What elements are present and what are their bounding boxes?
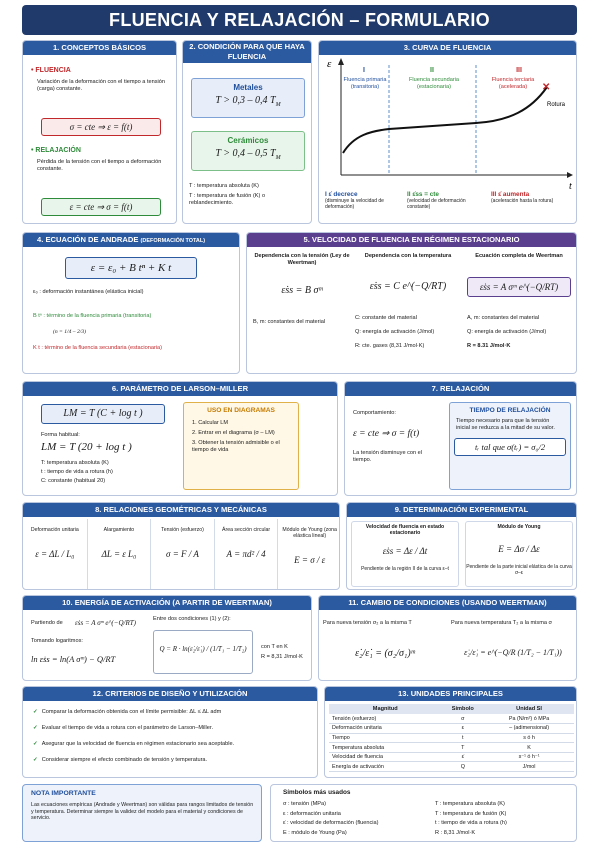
col3-note-2: Q: energía de activación (J/mol) [467,329,547,335]
legend-3-head: III ε̇ aumenta [491,191,530,198]
check-icon: ✓ [33,709,38,715]
symbol-item: ε : deformación unitaria [283,810,341,817]
creep-curve [343,87,547,153]
note-temperature: T : temperatura absoluta (K) [189,183,259,189]
relation-header: Módulo de Young (zona elástica lineal) [282,527,337,539]
section-curva [318,40,577,224]
exp-young-box [465,521,573,587]
units-cell: s ó h [484,733,574,743]
uso-header: USO EN DIAGRAMAS [207,407,275,414]
symbol-item: σ : tensión (MPa) [283,801,326,807]
relax-equation: ε = cte ⇒ σ = f(t) [353,429,420,439]
uso-step-1: 1. Calcular LM [192,420,229,426]
metales-label: Metales [233,83,263,92]
page-title: FLUENCIA Y RELAJACIÓN – FORMULARIO [22,5,577,35]
relax-time-text: Tiempo necesario para que la tensión inicial se reduzca a la mitad de su valor. [456,418,555,431]
exp-velocity-equation: ε̇ss = Δε / Δt [382,546,428,556]
section-relajacion [344,381,577,496]
relajacion-text: Pérdida de la tensión con el tiempo a deformación constante. [37,159,162,172]
symbols-header: Símbolos más usados [283,789,351,796]
symbol-item: R : 8,31 J/mol·K [435,829,476,836]
section-header: 2. CONDICIÓN PARA QUE HAYA FLUENCIA [183,41,311,63]
ceramicos-equation: T > 0,4 – 0,5 T [215,148,276,159]
energy-q-equation: Q = R · ln(ε̇₂/ε̇₁) / (1/T₁ − 1/T₂) [153,630,253,674]
lm-note-1: T: temperatura absoluta (K) [41,460,109,466]
rupture-label: Rotura [546,102,566,108]
criteria-item [33,709,313,716]
col3-note-1: A, m: constantes del material [467,315,540,321]
relation-equation: A = πd² / 4 [226,549,266,559]
relation-header: Tensión (esfuerzo) [161,527,204,533]
energy-log-equation: ln ε̇ss = ln(A σᵐ) − Q/RT [31,654,116,664]
stage-3: III [516,67,522,74]
col2-note-1: C: constante del material [355,315,417,321]
section-header: 1. CONCEPTOS BÁSICOS [23,41,176,55]
term-primary: B tⁿ : término de la fluencia primaria (transitoria) [33,313,152,319]
units-cell: σ [441,714,484,724]
section-header: 5. VELOCIDAD DE FLUENCIA EN RÉGIMEN ESTACIONARIO [247,233,576,247]
section-velocidad [246,232,577,374]
col-header: Símbolo [441,704,484,714]
units-row [329,762,574,772]
term-instantaneous: ε₀ : deformación instantánea (elástica inicial) [33,289,144,295]
uso-step-3: 3. Obtener la tensión admisible o el tiempo de vida [192,440,280,453]
col1-note: B, m: constantes del material [253,319,326,325]
units-cell: Energía de activación [329,762,441,772]
exp-young-note: Pendiente de la parte inicial elástica de la curva σ–ε [466,564,572,576]
change-stress-label: Para nueva tensión σ₂ a la misma T [323,620,412,626]
relation-cell [277,519,340,589]
symbol-item: T : temperatura de fusión (K) [435,810,507,817]
col2-equation: ε̇ss = C e^(−Q/RT) [369,281,447,292]
units-cell: Tensión (esfuerzo) [329,714,441,724]
stage-2: II [430,67,434,74]
energy-note-r: R = 8,31 J/mol·K [261,654,303,660]
criteria-item [33,741,313,748]
relation-equation: ε = ΔL / L₀ [35,549,75,559]
units-row [329,714,574,724]
relation-cell [23,519,87,589]
note-fusion: T : temperatura de fusión (K) o reblandecimiento. [189,193,266,206]
stage-1-name: Fluencia primaria (transitoria) [343,77,387,90]
relax-text: La tensión disminuye con el tiempo. [353,450,423,463]
section-header: 13. UNIDADES PRINCIPALES [325,687,576,701]
symbols-box [270,784,577,842]
fluencia-equation: σ = cte ⇒ ε = f(t) [41,118,161,136]
criteria-text: Considerar siempre el efecto combinado de tensión y temperatura. [41,757,208,763]
col2-note-3: R: cte. gases (8,31 J/mol·K) [355,343,425,349]
exp-young-header: Módulo de Young [497,524,541,530]
y-arrow [338,58,344,65]
uso-step-2: 2. Entrar en el diagrama (σ – LM) [192,430,275,436]
units-cell: J/mol [484,762,574,772]
relation-header: Deformación unitaria [30,527,79,533]
note-header: NOTA IMPORTANTE [31,790,96,797]
units-row [329,752,574,762]
units-cell: Velocidad de fluencia [329,752,441,762]
term-secondary: K t : término de la fluencia secundaria (estacionaria) [33,345,163,351]
check-icon: ✓ [33,725,38,731]
col1-header: Dependencia con la tensión (Ley de Weertman) [254,253,350,266]
section-header: 4. ECUACIÓN DE ANDRADE [37,235,139,244]
relation-header: Área sección circular [222,527,271,533]
subscript: M [275,155,281,161]
exp-young-equation: E = Δσ / Δε [498,544,540,554]
change-stress-equation: ε̇₂/ε̇₁ = (σ₂/σ₁)ᵐ [355,648,415,659]
energy-two-cond-label: Entre dos condiciones (1) y (2): [153,616,231,622]
change-temp-label: Para nueva temperatura T₂ a la misma σ [451,620,552,626]
lm-form-label: Forma habitual: [41,432,80,438]
units-row [329,743,574,753]
units-cell: Deformación unitaria [329,724,441,734]
section-header: 3. CURVA DE FLUENCIA [319,41,576,55]
section-header: 9. DETERMINACIÓN EXPERIMENTAL [347,503,576,517]
note-text: Las ecuaciones empíricas (Andrade y Weertman) son válidas para rangos limitados de tensión y temperatura. Determinar siempre la validez del modelo para el material y condiciones de servicio. [31,802,254,822]
exp-velocity-box [351,521,459,587]
symbol-item: T : temperatura absoluta (K) [435,801,505,807]
section-relaciones [22,502,340,590]
units-row [329,724,574,734]
relax-time-equation: tᵣ tal que σ(tᵣ) = σ₀/2 [454,438,566,456]
relax-behaviour-label: Comportamiento: [353,410,396,416]
units-cell: ε̇ [441,752,484,762]
section-header: 6. PARÁMETRO DE LARSON–MILLER [23,382,337,396]
section-energia [22,595,312,681]
symbol-item: ε̇ : velocidad de deformación (fluencia) [283,820,379,826]
ceramicos-box [191,131,305,171]
section-header: 10. ENERGÍA DE ACTIVACIÓN (A PARTIR DE WEERTMAN) [23,596,311,610]
units-header-row [329,704,574,714]
legend-1-head: I ε̇ decrece [325,191,358,198]
x-label: t [569,181,572,192]
units-cell: s⁻¹ ó h⁻¹ [484,752,574,762]
uso-box [183,402,299,490]
relations-row [23,519,340,589]
check-icon: ✓ [33,741,38,747]
symbols-left [283,800,433,838]
relajacion-equation: ε = cte ⇒ σ = f(t) [41,198,161,216]
criteria-item [33,725,313,732]
section-unidades [324,686,577,778]
col3-note-3: R = 8.31 J/mol·K [467,343,511,349]
exp-velocity-header: Velocidad de fluencia en estado estacionario [365,524,445,536]
col3-equation: ε̇ss = A σᵐ e^(−Q/RT) [467,277,571,297]
stage-1: I [363,67,365,74]
relation-header: Alargamiento [103,527,135,533]
col-header: Unidad SI [484,704,574,714]
col-header: Magnitud [329,704,441,714]
legend-2-head: II ε̇ss = cte [407,191,439,198]
col2-header: Dependencia con la temperatura [364,253,452,259]
section-conceptos [22,40,177,224]
lm-equation: LM = T (C + log t ) [41,404,165,424]
stage-2-name: Fluencia secundaria (estacionaria) [408,77,460,90]
lm-note-2: t : tiempo de vida a rotura (h) [41,469,113,475]
units-cell: ε [441,724,484,734]
energy-start-label: Partiendo de [31,620,63,626]
subscript: M [275,102,281,108]
energy-log-label: Tomando logaritmos: [31,638,83,644]
criteria-text: Comparar la deformación obtenida con el límite permisible: ΔL ≤ ΔL adm [41,709,222,715]
criteria-item [33,757,313,764]
units-cell: Pa (N/m²) ó MPa [484,714,574,724]
fluencia-text: Variación de la deformación con el tiempo a tensión (carga) constante. [37,79,166,92]
metales-box [191,78,305,118]
units-table [329,704,574,772]
section-header-sub: (DEFORMACIÓN TOTAL) [140,238,206,244]
energy-start-equation: ε̇ss = A σᵐ e^(−Q/RT) [75,619,136,627]
relax-time-box [449,402,571,490]
stage-3-name: Fluencia terciaria (acelerada) [491,77,535,90]
relation-equation: E = σ / ε [294,555,326,565]
units-cell: – (adimensional) [484,724,574,734]
section-condicion [182,40,312,224]
lm-equation-habitual: LM = T (20 + log t ) [41,441,132,453]
relation-cell [87,519,151,589]
andrade-equation: ε = ε₀ + B tⁿ + K t [65,257,197,279]
col2-note-2: Q: energía de activación (J/mol) [355,329,435,335]
relation-equation: σ = F / A [166,549,199,559]
energy-note-k: con T en K [261,644,288,650]
relation-cell [214,519,278,589]
important-note [22,784,262,842]
relation-equation: ΔL = ε L₀ [101,549,137,559]
col3-header: Ecuación completa de Weertman [475,253,563,259]
legend-3-text: (aceleración hasta la rotura) [491,198,554,204]
section-header: 11. CAMBIO DE CONDICIONES (USANDO WEERTMAN) [319,596,576,610]
relation-cell [150,519,214,589]
section-experimental [346,502,577,590]
units-row [329,733,574,743]
units-cell: Tiempo [329,733,441,743]
legend-1-text: (disminuye la velocidad de deformación) [325,198,384,210]
fluencia-label: • FLUENCIA [31,67,71,74]
section-header: 8. RELACIONES GEOMÉTRICAS Y MECÁNICAS [23,503,339,517]
rupture-mark: ✕ [542,82,551,93]
ceramicos-label: Cerámicos [227,136,269,145]
legend-2-text: (velocidad de deformación constante) [407,198,466,210]
x-arrow [567,172,573,178]
term-primary-range: (n = 1/4 – 2/3) [53,329,86,335]
units-cell: Temperatura absoluta [329,743,441,753]
lm-note-3: C: constante (habitual 20) [41,478,106,484]
units-cell: K [484,743,574,753]
criteria-text: Asegurar que la velocidad de fluencia en régimen estacionario sea aceptable. [41,741,235,747]
section-criterios [22,686,318,778]
col1-equation: ε̇ss = B σᵐ [281,285,323,296]
relajacion-label: • RELAJACIÓN [31,147,81,154]
criteria-text: Evaluar el tiempo de vida a rotura con el parámetro de Larson–Miller. [41,725,214,731]
section-header: 7. RELAJACIÓN [345,382,576,396]
section-header: 12. CRITERIOS DE DISEÑO Y UTILIZACIÓN [23,687,317,701]
check-icon: ✓ [33,757,38,763]
units-cell: Q [441,762,484,772]
symbol-item: t : tiempo de vida a rotura (h) [435,820,507,826]
units-cell: T [441,743,484,753]
units-cell: t [441,733,484,743]
section-andrade [22,232,240,374]
symbols-right [435,800,575,838]
y-label: ε [327,58,332,70]
symbol-item: E : módulo de Young (Pa) [283,829,347,836]
change-temp-equation: ε̇₂/ε̇₁ = e^(−Q/R (1/T₂ − 1/T₁)) [464,648,562,657]
exp-velocity-note: Pendiente de la región II de la curva ε–t [361,566,449,572]
section-cambio [318,595,577,681]
relax-time-header: TIEMPO DE RELAJACIÓN [469,407,551,414]
metales-equation: T > 0,3 – 0,4 T [215,95,276,106]
section-larson-miller [22,381,338,496]
